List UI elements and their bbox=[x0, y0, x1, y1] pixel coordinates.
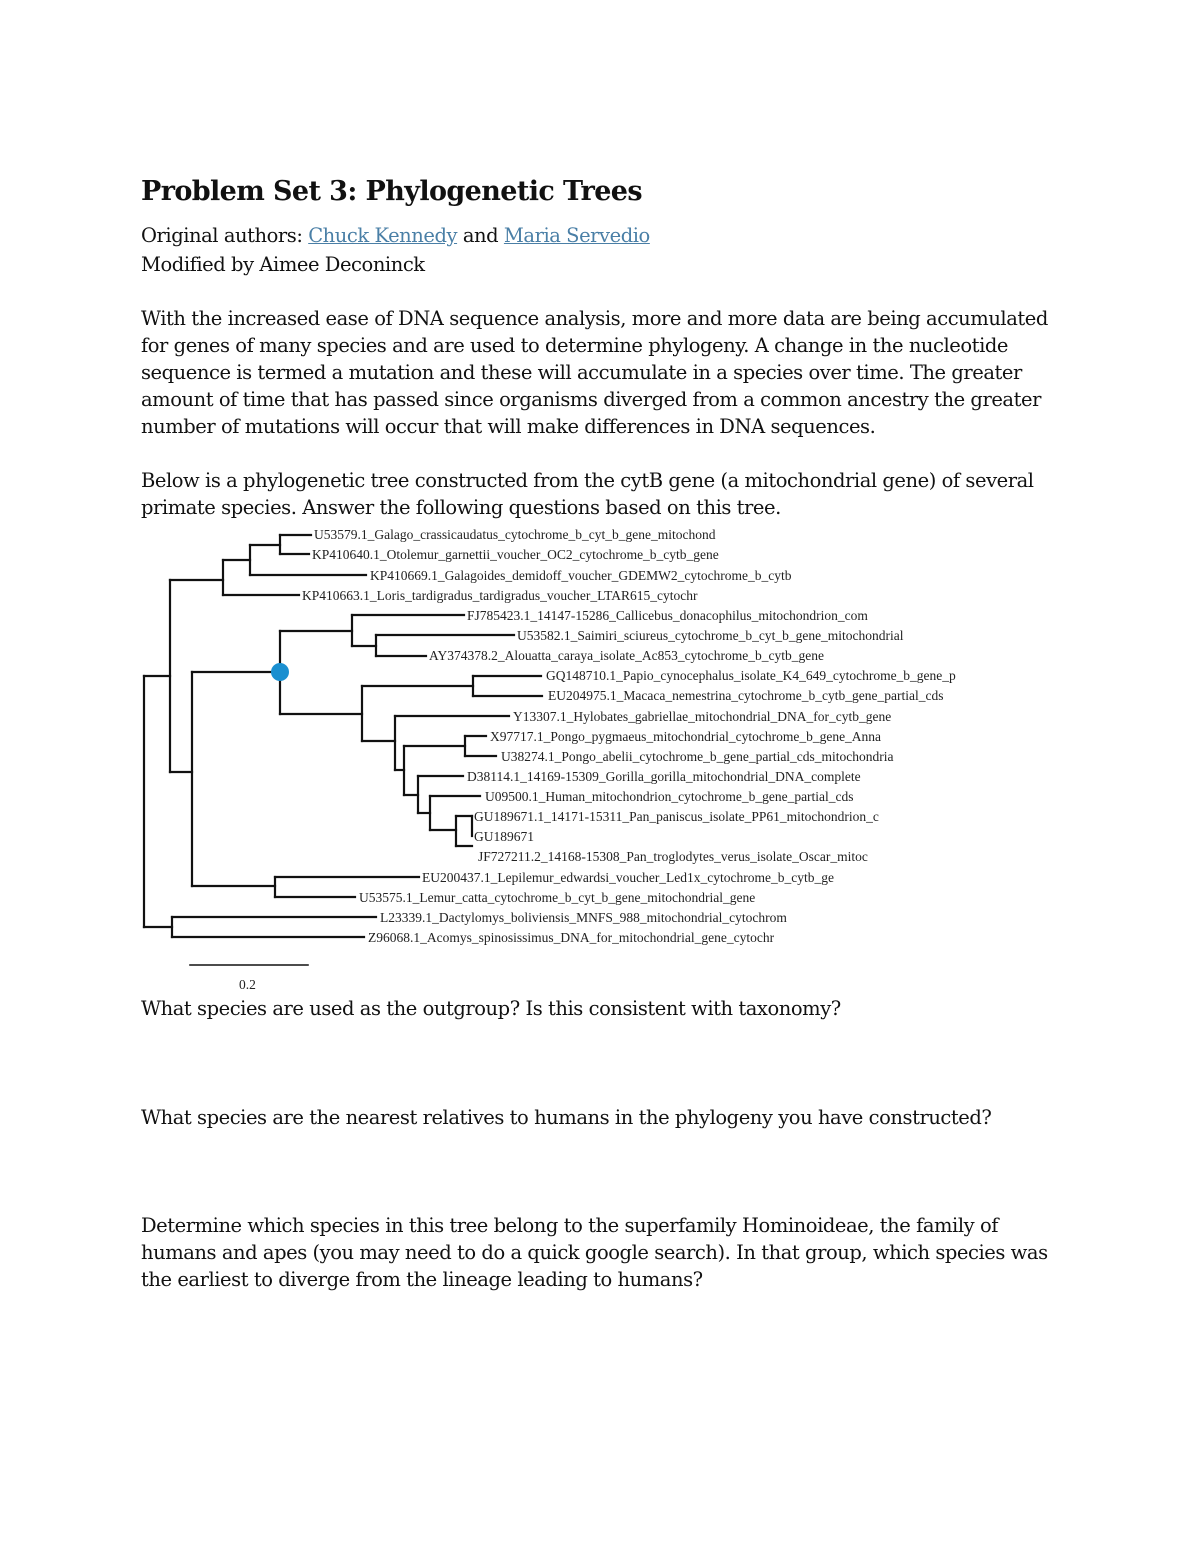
authors-line bbox=[141, 222, 1061, 249]
leaf-label: KP410640.1_Otolemur_garnettii_voucher_OC2_cytochrome_b_cytb_gene bbox=[312, 547, 719, 562]
phylogenetic-tree-figure bbox=[130, 522, 1050, 1000]
leaf-label: FJ785423.1_14147-15286_Callicebus_donacophilus_mitochondrion_com bbox=[467, 608, 868, 623]
leaf-label: KP410663.1_Loris_tardigradus_tardigradus_voucher_LTAR615_cytochr bbox=[302, 588, 698, 603]
scale-bar-label: 0.2 bbox=[239, 977, 256, 992]
leaf-label: Y13307.1_Hylobates_gabriellae_mitochondrial_DNA_for_cytb_gene bbox=[513, 709, 892, 724]
authors-prefix: Original authors: bbox=[141, 224, 303, 247]
leaf-label: Z96068.1_Acomys_spinosissimus_DNA_for_mitochondrial_gene_cytochr bbox=[368, 930, 775, 945]
highlighted-node-marker bbox=[271, 663, 289, 681]
leaf-label: U38274.1_Pongo_abelii_cytochrome_b_gene_partial_cds_mitochondria bbox=[501, 749, 894, 764]
leaf-label: AY374378.2_Alouatta_caraya_isolate_Ac853_cytochrome_b_cytb_gene bbox=[429, 648, 825, 663]
leaf-label: EU200437.1_Lepilemur_edwardsi_voucher_Led1x_cytochrome_b_cytb_ge bbox=[422, 870, 835, 885]
modified-by-line: Modified by Aimee Deconinck bbox=[141, 253, 425, 276]
page-title: Problem Set 3: Phylogenetic Trees bbox=[141, 176, 642, 207]
leaf-label: X97717.1_Pongo_pygmaeus_mitochondrial_cytochrome_b_gene_Anna bbox=[490, 729, 882, 744]
leaf-label: U53582.1_Saimiri_sciureus_cytochrome_b_cyt_b_gene_mitochondrial bbox=[517, 628, 904, 643]
leaf-label: GQ148710.1_Papio_cynocephalus_isolate_K4_649_cytochrome_b_gene_p bbox=[546, 668, 956, 683]
tree-intro-paragraph: Below is a phylogenetic tree constructed from the cytB gene (a mitochondrial gene) of several primate species. Answer the following questions based on this tree. bbox=[141, 469, 1034, 519]
leaf-label: D38114.1_14169-15309_Gorilla_gorilla_mitochondrial_DNA_complete bbox=[467, 769, 861, 784]
leaf-label: U09500.1_Human_mitochondrion_cytochrome_b_gene_partial_cds bbox=[485, 789, 854, 804]
author-link-maria-servedio[interactable]: Maria Servedio bbox=[503, 224, 650, 247]
intro-paragraph: With the increased ease of DNA sequence analysis, more and more data are being accumulated for genes of many species and are used to determine phylogeny. A change in the nucleotide sequence is termed a mutation and these will accumulate in a species over time. The greater amount of time that has passed since organisms diverged from a common ancestry the greater number of mutations will occur that will make differences in DNA sequences. bbox=[141, 307, 1048, 438]
leaf-label: JF727211.2_14168-15308_Pan_troglodytes_verus_isolate_Oscar_mitoc bbox=[478, 849, 868, 864]
question-hominoidea: Determine which species in this tree belong to the superfamily Hominoideae, the family of humans and apes (you may need to do a quick google search). In that group, which species was the earliest to diverge from the lineage leading to humans? bbox=[141, 1214, 1048, 1291]
leaf-label: KP410669.1_Galagoides_demidoff_voucher_GDEMW2_cytochrome_b_cytb bbox=[370, 568, 792, 583]
leaf-label: U53579.1_Galago_crassicaudatus_cytochrome_b_cyt_b_gene_mitochond bbox=[314, 527, 716, 542]
tree-leaf-labels bbox=[239, 527, 956, 992]
leaf-label: L23339.1_Dactylomys_boliviensis_MNFS_988_mitochondrial_cytochrom bbox=[380, 910, 787, 925]
authors-and: and bbox=[462, 224, 499, 247]
question-outgroup: What species are used as the outgroup? Is this consistent with taxonomy? bbox=[141, 997, 841, 1020]
leaf-label: U53575.1_Lemur_catta_cytochrome_b_cyt_b_gene_mitochondrial_gene bbox=[359, 890, 756, 905]
leaf-label: GU189671.1_14171-15311_Pan_paniscus_isolate_PP61_mitochondrion_c bbox=[474, 809, 879, 824]
leaf-label: GU189671 bbox=[474, 829, 534, 844]
question-nearest-relatives: What species are the nearest relatives to humans in the phylogeny you have constructed? bbox=[141, 1106, 992, 1129]
author-link-chuck-kennedy[interactable]: Chuck Kennedy bbox=[308, 224, 458, 247]
leaf-label: EU204975.1_Macaca_nemestrina_cytochrome_b_cytb_gene_partial_cds bbox=[548, 688, 944, 703]
